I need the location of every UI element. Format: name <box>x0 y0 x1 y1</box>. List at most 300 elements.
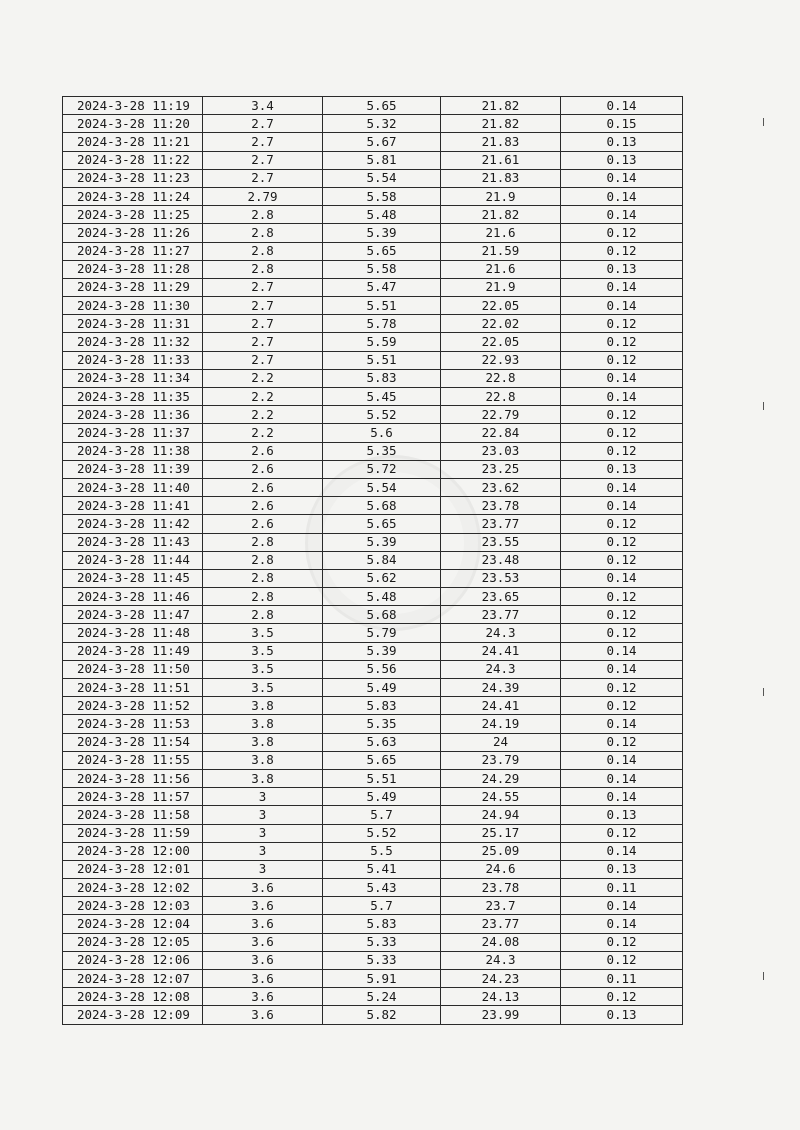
table-row <box>63 860 683 878</box>
value-c-cell: 22.05 <box>441 297 561 315</box>
timestamp-cell: 2024-3-28 11:30 <box>63 297 203 315</box>
table-row <box>63 515 683 533</box>
table-row <box>63 569 683 587</box>
value-c-cell: 23.79 <box>441 751 561 769</box>
value-c-cell: 23.77 <box>441 915 561 933</box>
table-row <box>63 806 683 824</box>
value-c-cell: 23.78 <box>441 879 561 897</box>
timestamp-cell: 2024-3-28 11:46 <box>63 588 203 606</box>
value-d-cell: 0.12 <box>561 242 683 260</box>
table-row <box>63 369 683 387</box>
margin-mark <box>763 118 764 126</box>
timestamp-cell: 2024-3-28 11:54 <box>63 733 203 751</box>
value-a-cell: 3.8 <box>203 769 323 787</box>
timestamp-cell: 2024-3-28 11:58 <box>63 806 203 824</box>
table-row <box>63 660 683 678</box>
timestamp-cell: 2024-3-28 11:41 <box>63 497 203 515</box>
timestamp-cell: 2024-3-28 11:50 <box>63 660 203 678</box>
value-b-cell: 5.52 <box>323 824 441 842</box>
value-b-cell: 5.35 <box>323 442 441 460</box>
table-row <box>63 424 683 442</box>
table-row <box>63 242 683 260</box>
value-a-cell: 2.6 <box>203 442 323 460</box>
value-d-cell: 0.14 <box>561 478 683 496</box>
value-b-cell: 5.59 <box>323 333 441 351</box>
value-d-cell: 0.14 <box>561 297 683 315</box>
timestamp-cell: 2024-3-28 11:22 <box>63 151 203 169</box>
value-b-cell: 5.65 <box>323 97 441 115</box>
timestamp-cell: 2024-3-28 11:57 <box>63 788 203 806</box>
value-d-cell: 0.14 <box>561 278 683 296</box>
value-c-cell: 24.13 <box>441 988 561 1006</box>
timestamp-cell: 2024-3-28 11:35 <box>63 388 203 406</box>
value-a-cell: 3 <box>203 824 323 842</box>
value-d-cell: 0.14 <box>561 97 683 115</box>
timestamp-cell: 2024-3-28 11:52 <box>63 697 203 715</box>
value-c-cell: 23.78 <box>441 497 561 515</box>
value-b-cell: 5.7 <box>323 897 441 915</box>
value-b-cell: 5.56 <box>323 660 441 678</box>
value-d-cell: 0.14 <box>561 788 683 806</box>
timestamp-cell: 2024-3-28 11:20 <box>63 115 203 133</box>
value-d-cell: 0.12 <box>561 679 683 697</box>
value-d-cell: 0.14 <box>561 769 683 787</box>
timestamp-cell: 2024-3-28 12:09 <box>63 1006 203 1024</box>
table-row <box>63 988 683 1006</box>
value-c-cell: 21.82 <box>441 97 561 115</box>
value-d-cell: 0.12 <box>561 442 683 460</box>
value-a-cell: 2.2 <box>203 388 323 406</box>
value-d-cell: 0.13 <box>561 460 683 478</box>
value-a-cell: 2.8 <box>203 260 323 278</box>
value-c-cell: 25.09 <box>441 842 561 860</box>
value-c-cell: 21.82 <box>441 206 561 224</box>
value-a-cell: 2.8 <box>203 533 323 551</box>
value-a-cell: 2.7 <box>203 278 323 296</box>
value-c-cell: 24.94 <box>441 806 561 824</box>
timestamp-cell: 2024-3-28 11:32 <box>63 333 203 351</box>
value-a-cell: 3.6 <box>203 879 323 897</box>
timestamp-cell: 2024-3-28 11:21 <box>63 133 203 151</box>
value-b-cell: 5.54 <box>323 169 441 187</box>
value-a-cell: 2.8 <box>203 606 323 624</box>
value-a-cell: 3.6 <box>203 915 323 933</box>
value-a-cell: 2.7 <box>203 297 323 315</box>
timestamp-cell: 2024-3-28 11:19 <box>63 97 203 115</box>
value-c-cell: 22.02 <box>441 315 561 333</box>
value-a-cell: 3.8 <box>203 751 323 769</box>
timestamp-cell: 2024-3-28 11:31 <box>63 315 203 333</box>
value-c-cell: 24.3 <box>441 951 561 969</box>
value-d-cell: 0.14 <box>561 388 683 406</box>
table-row <box>63 1006 683 1024</box>
value-d-cell: 0.14 <box>561 751 683 769</box>
value-c-cell: 21.83 <box>441 133 561 151</box>
table-row <box>63 751 683 769</box>
value-b-cell: 5.24 <box>323 988 441 1006</box>
table-row <box>63 206 683 224</box>
value-a-cell: 2.79 <box>203 187 323 205</box>
timestamp-cell: 2024-3-28 11:56 <box>63 769 203 787</box>
value-d-cell: 0.12 <box>561 988 683 1006</box>
timestamp-cell: 2024-3-28 11:53 <box>63 715 203 733</box>
timestamp-cell: 2024-3-28 11:34 <box>63 369 203 387</box>
value-d-cell: 0.12 <box>561 624 683 642</box>
value-b-cell: 5.58 <box>323 260 441 278</box>
table-row <box>63 388 683 406</box>
margin-mark <box>763 972 764 980</box>
table-row <box>63 551 683 569</box>
value-b-cell: 5.51 <box>323 297 441 315</box>
timestamp-cell: 2024-3-28 12:07 <box>63 970 203 988</box>
value-c-cell: 21.9 <box>441 187 561 205</box>
timestamp-cell: 2024-3-28 11:55 <box>63 751 203 769</box>
value-a-cell: 2.8 <box>203 569 323 587</box>
value-c-cell: 22.05 <box>441 333 561 351</box>
value-c-cell: 21.59 <box>441 242 561 260</box>
value-a-cell: 3.6 <box>203 988 323 1006</box>
value-c-cell: 24.3 <box>441 624 561 642</box>
value-c-cell: 23.7 <box>441 897 561 915</box>
value-a-cell: 2.6 <box>203 478 323 496</box>
value-d-cell: 0.14 <box>561 715 683 733</box>
timestamp-cell: 2024-3-28 11:39 <box>63 460 203 478</box>
value-a-cell: 3 <box>203 788 323 806</box>
value-d-cell: 0.13 <box>561 260 683 278</box>
value-b-cell: 5.51 <box>323 351 441 369</box>
value-c-cell: 22.84 <box>441 424 561 442</box>
value-c-cell: 23.65 <box>441 588 561 606</box>
timestamp-cell: 2024-3-28 11:25 <box>63 206 203 224</box>
value-c-cell: 21.6 <box>441 260 561 278</box>
value-a-cell: 2.8 <box>203 588 323 606</box>
value-c-cell: 21.82 <box>441 115 561 133</box>
value-d-cell: 0.14 <box>561 897 683 915</box>
value-d-cell: 0.12 <box>561 424 683 442</box>
value-b-cell: 5.62 <box>323 569 441 587</box>
value-c-cell: 23.03 <box>441 442 561 460</box>
value-b-cell: 5.83 <box>323 915 441 933</box>
timestamp-cell: 2024-3-28 11:38 <box>63 442 203 460</box>
table-row <box>63 697 683 715</box>
value-a-cell: 2.7 <box>203 333 323 351</box>
table-row <box>63 951 683 969</box>
value-c-cell: 23.53 <box>441 569 561 587</box>
value-a-cell: 2.8 <box>203 206 323 224</box>
value-d-cell: 0.12 <box>561 606 683 624</box>
table-row <box>63 915 683 933</box>
value-b-cell: 5.7 <box>323 806 441 824</box>
value-b-cell: 5.91 <box>323 970 441 988</box>
value-c-cell: 21.6 <box>441 224 561 242</box>
value-a-cell: 2.6 <box>203 497 323 515</box>
timestamp-cell: 2024-3-28 11:36 <box>63 406 203 424</box>
table-row <box>63 824 683 842</box>
value-b-cell: 5.58 <box>323 187 441 205</box>
value-a-cell: 2.8 <box>203 242 323 260</box>
table-row <box>63 115 683 133</box>
table-row <box>63 169 683 187</box>
value-b-cell: 5.83 <box>323 697 441 715</box>
table-row <box>63 497 683 515</box>
value-d-cell: 0.14 <box>561 169 683 187</box>
timestamp-cell: 2024-3-28 11:49 <box>63 642 203 660</box>
value-c-cell: 24.3 <box>441 660 561 678</box>
value-b-cell: 5.39 <box>323 533 441 551</box>
table-row <box>63 351 683 369</box>
value-b-cell: 5.82 <box>323 1006 441 1024</box>
value-b-cell: 5.65 <box>323 515 441 533</box>
value-a-cell: 2.2 <box>203 369 323 387</box>
value-c-cell: 24.39 <box>441 679 561 697</box>
table-row <box>63 606 683 624</box>
value-d-cell: 0.14 <box>561 660 683 678</box>
value-b-cell: 5.81 <box>323 151 441 169</box>
value-d-cell: 0.14 <box>561 642 683 660</box>
timestamp-cell: 2024-3-28 12:03 <box>63 897 203 915</box>
value-c-cell: 23.55 <box>441 533 561 551</box>
value-c-cell: 21.9 <box>441 278 561 296</box>
table-row <box>63 460 683 478</box>
value-c-cell: 22.8 <box>441 388 561 406</box>
table-row <box>63 278 683 296</box>
value-c-cell: 24.29 <box>441 769 561 787</box>
value-c-cell: 24.55 <box>441 788 561 806</box>
value-d-cell: 0.14 <box>561 206 683 224</box>
value-b-cell: 5.49 <box>323 679 441 697</box>
value-c-cell: 21.61 <box>441 151 561 169</box>
value-b-cell: 5.68 <box>323 606 441 624</box>
value-c-cell: 21.83 <box>441 169 561 187</box>
value-c-cell: 22.79 <box>441 406 561 424</box>
table-row <box>63 151 683 169</box>
timestamp-cell: 2024-3-28 11:24 <box>63 187 203 205</box>
value-d-cell: 0.12 <box>561 951 683 969</box>
table-row <box>63 788 683 806</box>
timestamp-cell: 2024-3-28 12:04 <box>63 915 203 933</box>
value-c-cell: 25.17 <box>441 824 561 842</box>
value-b-cell: 5.68 <box>323 497 441 515</box>
value-d-cell: 0.12 <box>561 697 683 715</box>
value-a-cell: 3.8 <box>203 697 323 715</box>
table-row <box>63 933 683 951</box>
value-c-cell: 24.19 <box>441 715 561 733</box>
value-b-cell: 5.41 <box>323 860 441 878</box>
value-a-cell: 3.5 <box>203 642 323 660</box>
table-row <box>63 97 683 115</box>
value-a-cell: 3.6 <box>203 933 323 951</box>
table-row <box>63 260 683 278</box>
table-row <box>63 224 683 242</box>
table-row <box>63 442 683 460</box>
value-d-cell: 0.12 <box>561 533 683 551</box>
value-a-cell: 3.5 <box>203 624 323 642</box>
margin-mark <box>763 688 764 696</box>
value-c-cell: 23.77 <box>441 606 561 624</box>
timestamp-cell: 2024-3-28 11:28 <box>63 260 203 278</box>
value-b-cell: 5.79 <box>323 624 441 642</box>
timestamp-cell: 2024-3-28 11:26 <box>63 224 203 242</box>
value-a-cell: 3.4 <box>203 97 323 115</box>
value-b-cell: 5.35 <box>323 715 441 733</box>
value-a-cell: 3 <box>203 860 323 878</box>
value-a-cell: 3 <box>203 842 323 860</box>
table-row <box>63 897 683 915</box>
value-d-cell: 0.14 <box>561 569 683 587</box>
table-row <box>63 406 683 424</box>
table-row <box>63 478 683 496</box>
value-b-cell: 5.5 <box>323 842 441 860</box>
value-d-cell: 0.13 <box>561 806 683 824</box>
table-row <box>63 879 683 897</box>
value-d-cell: 0.12 <box>561 588 683 606</box>
value-c-cell: 24.41 <box>441 697 561 715</box>
value-a-cell: 2.7 <box>203 169 323 187</box>
value-d-cell: 0.14 <box>561 842 683 860</box>
table-row <box>63 733 683 751</box>
value-b-cell: 5.54 <box>323 478 441 496</box>
value-d-cell: 0.13 <box>561 1006 683 1024</box>
value-d-cell: 0.11 <box>561 879 683 897</box>
value-b-cell: 5.63 <box>323 733 441 751</box>
value-a-cell: 3.8 <box>203 715 323 733</box>
table-row <box>63 588 683 606</box>
value-a-cell: 3.6 <box>203 970 323 988</box>
timestamp-cell: 2024-3-28 11:27 <box>63 242 203 260</box>
value-d-cell: 0.14 <box>561 497 683 515</box>
value-b-cell: 5.65 <box>323 242 441 260</box>
value-d-cell: 0.11 <box>561 970 683 988</box>
value-a-cell: 3.5 <box>203 679 323 697</box>
timestamp-cell: 2024-3-28 11:43 <box>63 533 203 551</box>
value-c-cell: 24.08 <box>441 933 561 951</box>
table-row <box>63 842 683 860</box>
value-a-cell: 2.7 <box>203 151 323 169</box>
value-b-cell: 5.39 <box>323 224 441 242</box>
value-b-cell: 5.84 <box>323 551 441 569</box>
value-c-cell: 24.41 <box>441 642 561 660</box>
timestamp-cell: 2024-3-28 11:37 <box>63 424 203 442</box>
value-c-cell: 23.25 <box>441 460 561 478</box>
value-a-cell: 2.6 <box>203 460 323 478</box>
value-c-cell: 22.8 <box>441 369 561 387</box>
value-b-cell: 5.47 <box>323 278 441 296</box>
timestamp-cell: 2024-3-28 11:47 <box>63 606 203 624</box>
timestamp-cell: 2024-3-28 11:29 <box>63 278 203 296</box>
value-d-cell: 0.12 <box>561 333 683 351</box>
table-row <box>63 333 683 351</box>
measurement-table-body <box>63 97 683 1025</box>
timestamp-cell: 2024-3-28 12:00 <box>63 842 203 860</box>
timestamp-cell: 2024-3-28 12:02 <box>63 879 203 897</box>
timestamp-cell: 2024-3-28 11:51 <box>63 679 203 697</box>
value-b-cell: 5.43 <box>323 879 441 897</box>
value-a-cell: 3.5 <box>203 660 323 678</box>
value-a-cell: 2.8 <box>203 224 323 242</box>
timestamp-cell: 2024-3-28 11:23 <box>63 169 203 187</box>
value-c-cell: 24.23 <box>441 970 561 988</box>
timestamp-cell: 2024-3-28 12:01 <box>63 860 203 878</box>
value-c-cell: 23.99 <box>441 1006 561 1024</box>
value-b-cell: 5.51 <box>323 769 441 787</box>
value-b-cell: 5.48 <box>323 206 441 224</box>
value-a-cell: 3.6 <box>203 951 323 969</box>
table-row <box>63 642 683 660</box>
value-d-cell: 0.12 <box>561 315 683 333</box>
table-row <box>63 315 683 333</box>
value-a-cell: 2.6 <box>203 515 323 533</box>
value-a-cell: 3.8 <box>203 733 323 751</box>
value-c-cell: 22.93 <box>441 351 561 369</box>
table-row <box>63 133 683 151</box>
value-b-cell: 5.49 <box>323 788 441 806</box>
measurement-table <box>62 96 683 1025</box>
value-a-cell: 3.6 <box>203 1006 323 1024</box>
timestamp-cell: 2024-3-28 11:42 <box>63 515 203 533</box>
table-row <box>63 187 683 205</box>
value-b-cell: 5.52 <box>323 406 441 424</box>
table-row <box>63 533 683 551</box>
value-a-cell: 3.6 <box>203 897 323 915</box>
value-b-cell: 5.65 <box>323 751 441 769</box>
value-b-cell: 5.33 <box>323 951 441 969</box>
value-a-cell: 2.2 <box>203 424 323 442</box>
value-a-cell: 2.7 <box>203 315 323 333</box>
timestamp-cell: 2024-3-28 11:48 <box>63 624 203 642</box>
value-d-cell: 0.12 <box>561 551 683 569</box>
value-d-cell: 0.12 <box>561 933 683 951</box>
value-c-cell: 23.62 <box>441 478 561 496</box>
value-d-cell: 0.13 <box>561 151 683 169</box>
value-b-cell: 5.32 <box>323 115 441 133</box>
value-d-cell: 0.14 <box>561 187 683 205</box>
table-row <box>63 297 683 315</box>
table-row <box>63 679 683 697</box>
value-b-cell: 5.67 <box>323 133 441 151</box>
table-row <box>63 624 683 642</box>
value-d-cell: 0.15 <box>561 115 683 133</box>
value-a-cell: 2.7 <box>203 115 323 133</box>
value-d-cell: 0.13 <box>561 133 683 151</box>
timestamp-cell: 2024-3-28 12:05 <box>63 933 203 951</box>
value-a-cell: 2.8 <box>203 551 323 569</box>
value-c-cell: 24 <box>441 733 561 751</box>
value-b-cell: 5.78 <box>323 315 441 333</box>
value-d-cell: 0.12 <box>561 351 683 369</box>
value-d-cell: 0.14 <box>561 369 683 387</box>
timestamp-cell: 2024-3-28 12:06 <box>63 951 203 969</box>
value-d-cell: 0.12 <box>561 406 683 424</box>
value-c-cell: 23.77 <box>441 515 561 533</box>
value-a-cell: 2.7 <box>203 351 323 369</box>
timestamp-cell: 2024-3-28 12:08 <box>63 988 203 1006</box>
timestamp-cell: 2024-3-28 11:44 <box>63 551 203 569</box>
timestamp-cell: 2024-3-28 11:45 <box>63 569 203 587</box>
timestamp-cell: 2024-3-28 11:33 <box>63 351 203 369</box>
table-row <box>63 715 683 733</box>
timestamp-cell: 2024-3-28 11:40 <box>63 478 203 496</box>
table-row <box>63 769 683 787</box>
value-c-cell: 23.48 <box>441 551 561 569</box>
value-a-cell: 3 <box>203 806 323 824</box>
value-b-cell: 5.83 <box>323 369 441 387</box>
value-b-cell: 5.39 <box>323 642 441 660</box>
value-d-cell: 0.12 <box>561 824 683 842</box>
value-b-cell: 5.45 <box>323 388 441 406</box>
value-b-cell: 5.6 <box>323 424 441 442</box>
value-a-cell: 2.7 <box>203 133 323 151</box>
timestamp-cell: 2024-3-28 11:59 <box>63 824 203 842</box>
